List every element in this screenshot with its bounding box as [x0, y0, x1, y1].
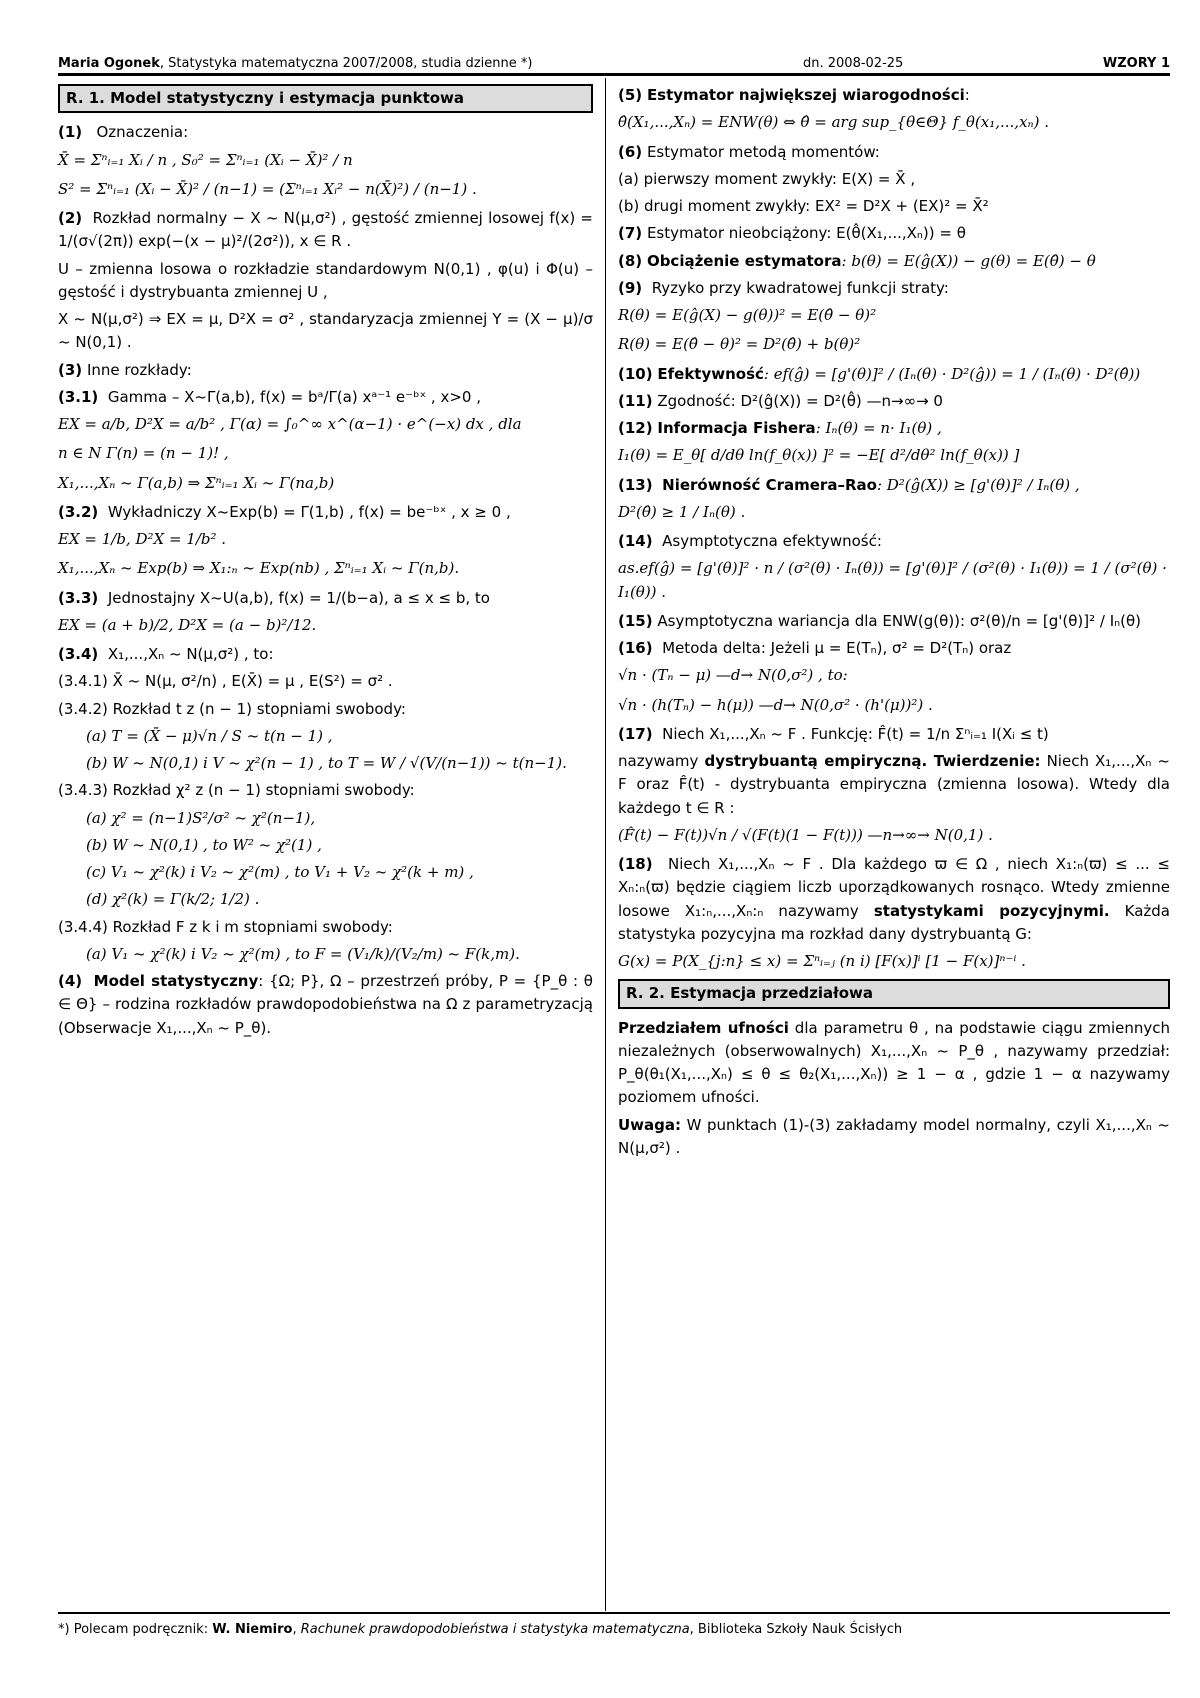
item-text: Zgodność: D²(ĝ(X)) = D²(θ̂) —n→∞→ 0 — [657, 391, 943, 410]
item-text: Estymator nieobciążony: E(θ̂(X₁,...,Xₙ)) = θ — [646, 224, 966, 243]
item-4 — [58, 970, 593, 1040]
item-number: (3.2) — [58, 502, 99, 521]
item-number: (10) — [618, 364, 653, 383]
item-13 — [618, 474, 1170, 497]
item-formula: : b(θ) = E(ĝ(X)) − g(θ) = E(θ̂) − θ — [841, 251, 1096, 270]
item-5: (5) Estymator największej wiarogodności: — [618, 86, 970, 104]
formula-delta-1: √n · (Tₙ − μ) —d→ N(0,σ²) , to: — [618, 666, 848, 685]
item-text: Niech X₁,...,Xₙ ~ F . Dla każdego ϖ ∈ Ω , niech X₁:ₙ(ϖ) ≤ ... ≤ Xₙ:ₙ(ϖ) będzie ciągiem liczb uporządkowanych rosnąco. Wtedy zmienne losowe X₁:ₙ,...,Xₙ:ₙ nazywamy — [618, 855, 1170, 920]
footer-rule — [58, 1612, 1170, 1614]
item-number: (4) — [58, 972, 83, 990]
item-bold: Model statystyczny — [93, 972, 259, 990]
item-text: Niech X₁,...,Xₙ ~ F oraz F̂(t) - dystrybuanta empiryczna (zmienna losowa). Wtedy dla każdego t ∈ R : — [618, 752, 1170, 817]
item-number: (3) — [58, 360, 83, 379]
item-text: Asymptotyczna wariancja dla ENW(g(θ)): σ²(θ)/n = [g'(θ)]² / Iₙ(θ) — [657, 611, 1142, 630]
item-text: Oznaczenia: — [96, 123, 189, 142]
item-bold: Efektywność — [657, 364, 764, 383]
item-number: (8) — [618, 251, 643, 270]
formula-cramer-rao: D²(θ̂) ≥ 1 / Iₙ(θ) . — [618, 502, 746, 521]
item-text: Asymptotyczna efektywność: — [662, 532, 882, 550]
item-6-a: (a) pierwszy moment zwykły: E(X) = X̄ , — [618, 169, 916, 188]
item-number: (15) — [618, 611, 653, 630]
item-17 — [618, 723, 1170, 746]
formula-risk-2: R(θ) = E(θ̂ − θ)² = D²(θ̂) + b(θ)² — [618, 335, 861, 354]
formula-gamma-factorial: n ∈ N Γ(n) = (n − 1)! , — [58, 444, 229, 463]
item-18 — [618, 853, 1170, 946]
item-text: Jednostajny X~U(a,b), f(x) = 1/(b−a), a ≤ x ≤ b, to — [107, 588, 490, 607]
item-text: Niech X₁,...,Xₙ ~ F . Funkcję: F̂(t) = 1/n Σⁿᵢ₌₁ I(Xᵢ ≤ t) — [662, 724, 1049, 743]
formula-order-stat: G(x) = P(X_{j:n} ≤ x) = Σⁿᵢ₌ⱼ (n i) [F(x)]ⁱ [1 − F(x)]ⁿ⁻ⁱ . — [618, 952, 1026, 970]
header-label: WZORY 1 — [1102, 56, 1170, 71]
item-number: (14) — [618, 532, 653, 550]
column-divider — [605, 78, 606, 1611]
item-text: Metoda delta: Jeżeli μ = E(Tₙ), σ² = D²(Tₙ) oraz — [662, 639, 1012, 657]
item-text: Gamma – X~Γ(a,b), f(x) = bᵃ/Γ(a) xᵃ⁻¹ e⁻ᵇˣ , x>0 , — [107, 387, 481, 406]
footnote-publisher: , Biblioteka Szkoły Nauk Ścisłych — [689, 1622, 903, 1637]
page-header — [58, 52, 1170, 74]
footnote-title: Rachunek prawdopodobieństwa i statystyka matematyczna — [300, 1622, 690, 1637]
item-number: (7) — [618, 224, 643, 243]
formula-delta-2: √n · (h(Tₙ) − h(μ)) —d→ N(0,σ² · (h'(μ))²) . — [618, 695, 933, 714]
item-2-u: U – zmienna losowa o rozkładzie standardowym N(0,1) , φ(u) i Φ(u) – gęstość i dystrybuanta zmiennej U , — [58, 259, 593, 301]
item-10 — [618, 363, 1170, 386]
item-text: Wykładniczy X~Exp(b) = Γ(1,b) , f(x) = be⁻ᵇˣ , x ≥ 0 , — [107, 502, 511, 521]
item-number: (3.4) — [58, 645, 99, 663]
section-title-model: R. 1. Model statystyczny i estymacja punktowa — [58, 84, 593, 113]
item-3-4-3-b: (b) W ~ N(0,1) , to W² ~ χ²(1) , — [86, 835, 322, 854]
item-15 — [618, 610, 1170, 633]
item-bold: Twierdzenie: — [927, 752, 1041, 770]
item-text: Estymator metodą momentów: — [646, 142, 880, 161]
item-3-4-4: (3.4.4) Rozkład F z k i m stopniami swobody: — [58, 917, 393, 936]
item-text: Rozkład normalny − X ~ N(μ,σ²) , gęstość zmiennej losowej f(x) = 1/(σ√(2π)) exp(−(x − μ)²/(2σ²)), x ∈ R . — [58, 209, 593, 251]
item-text: nazywamy — [618, 752, 705, 770]
item-8 — [618, 250, 1170, 273]
item-number: (3.1) — [58, 387, 99, 406]
item-bold: Nierówność Cramera–Rao — [662, 475, 877, 494]
item-3-2 — [58, 501, 593, 524]
formula-glivenko: (F̂(t) − F(t))√n / √(F(t)(1 − F(t))) —n→∞→ N(0,1) . — [618, 825, 993, 844]
item-3-4-2-b: (b) W ~ N(0,1) i V ~ χ²(n − 1) , to T = W / √(V/(n−1)) ~ t(n−1). — [86, 754, 567, 772]
item-formula: : D²(ĝ(X)) ≥ [g'(θ)]² / Iₙ(θ) , — [876, 475, 1080, 494]
item-number: (9) — [618, 278, 643, 297]
item-7 — [618, 222, 1170, 245]
header-author: Maria Ogonek — [58, 56, 160, 71]
item-number: (1) — [58, 123, 83, 142]
item-3-4 — [58, 643, 593, 666]
item-3-4-2: (3.4.2) Rozkład t z (n − 1) stopniami swobody: — [58, 699, 406, 718]
item-text: Każda statystyka pozycyjna ma rozkład dany dystrybuantą G: — [618, 901, 1170, 943]
formula-sample-variance: S² = Σⁿᵢ₌₁ (Xᵢ − X̄)² / (n−1) = (Σⁿᵢ₌₁ Xᵢ² − n(X̄)²) / (n−1) . — [58, 179, 477, 198]
item-text: Ryzyko przy kwadratowej funkcji straty: — [651, 278, 949, 297]
formula-asymptotic-efficiency: as.ef(ĝ) = [g'(θ)]² · n / (σ²(θ) · Iₙ(θ)) = [g'(θ)]² / (σ²(θ) · I₁(θ)) = 1 / (σ²(θ) · I₁(θ)) . — [618, 559, 1167, 601]
formula-fisher: I₁(θ) = E_θ[ d/dθ ln(f_θ(x)) ]² = −E[ d²/dθ² ln(f_θ(x)) ] — [618, 446, 1020, 465]
item-text: W punktach (1)-(3) zakładamy model normalny, czyli X₁,...,Xₙ ~ N(μ,σ²) . — [618, 1115, 1170, 1157]
header-date: dn. 2008-02-25 — [803, 56, 904, 71]
formula-exp-min: X₁,...,Xₙ ~ Exp(b) ⇒ X₁:ₙ ~ Exp(nb) , Σⁿᵢ₌₁ Xᵢ ~ Γ(n,b). — [58, 559, 460, 578]
item-number: (11) — [618, 391, 653, 410]
section-title-interval: R. 2. Estymacja przedziałowa — [618, 979, 1170, 1008]
item-number: (18) — [618, 855, 653, 873]
item-formula: : Iₙ(θ) = n· I₁(θ) , — [815, 419, 942, 437]
footnote-prefix: *) Polecam podręcznik: — [58, 1622, 213, 1637]
item-number: (16) — [618, 639, 653, 657]
item-bold: Informacja Fishera — [657, 419, 816, 437]
right-column — [618, 84, 1170, 1164]
formula-gamma-sum: X₁,...,Xₙ ~ Γ(a,b) ⇒ Σⁿᵢ₌₁ Xᵢ ~ Γ(na,b) — [58, 473, 335, 492]
item-3-4-3-d: (d) χ²(k) = Γ(k/2; 1/2) . — [86, 890, 260, 909]
formula-exp-moments: EX = 1/b, D²X = 1/b² . — [58, 530, 227, 548]
item-11 — [618, 390, 1170, 413]
item-3-4-3-a: (a) χ² = (n−1)S²/σ² ~ χ²(n−1), — [86, 808, 316, 827]
item-bold: Obciążenie estymatora — [646, 251, 842, 270]
item-bold: dystrybuantą empiryczną. — [704, 752, 928, 770]
item-3-1 — [58, 386, 593, 409]
item-bold: statystykami pozycyjnymi. — [873, 901, 1110, 920]
item-3-4-3: (3.4.3) Rozkład χ² z (n − 1) stopniami swobody: — [58, 781, 415, 800]
item-number: (3.3) — [58, 588, 99, 607]
item-3-4-2-a: (a) T = (X̄ − μ)√n / S ~ t(n − 1) , — [86, 726, 333, 745]
item-text: Inne rozkłady: — [86, 360, 192, 379]
item-text: dla parametru θ , na podstawie ciągu zmiennych niezależnych (obserwowalnych) X₁,...,Xₙ ~ P_θ , nazywamy przedział: P_θ(θ₁(X₁,...,Xₙ) ≤ θ ≤ θ₂(X₁,...,Xₙ)) ≥ 1 − α , gdzie 1 − α nazywamy poziomem ufności. — [618, 1018, 1170, 1107]
header-rule — [58, 73, 1170, 76]
normal-model-note — [618, 1114, 1170, 1161]
item-6-b: (b) drugi moment zwykły: EX² = D²X + (EX)² = X̄² — [618, 197, 989, 215]
item-number: (17) — [618, 724, 653, 743]
item-text: X₁,...,Xₙ ~ N(μ,σ²) , to: — [107, 645, 274, 663]
formula-uniform-moments: EX = (a + b)/2, D²X = (a − b)²/12. — [58, 615, 317, 634]
item-number: (12) — [618, 419, 653, 437]
left-column — [58, 84, 593, 1044]
item-2-standardization: X ~ N(μ,σ²) ⇒ EX = μ, D²X = σ² , standaryzacja zmiennej Y = (X − μ)/σ ~ N(0,1) . — [58, 310, 593, 352]
header-left — [58, 56, 532, 71]
formula-mle: θ̂(X₁,...,Xₙ) = ENW(θ) ⇔ θ̂ = arg sup_{θ∈Θ} f_θ(x₁,...,xₙ) . — [618, 113, 1050, 132]
item-14 — [618, 530, 1170, 553]
item-number: (6) — [618, 142, 643, 161]
confidence-interval-definition — [618, 1017, 1170, 1110]
header-course: , Statystyka matematyczna 2007/2008, studia dzienne *) — [159, 56, 533, 71]
footnote: *) Polecam podręcznik: W. Niemiro, Rachunek prawdopodobieństwa i statystyka matematyczna, Biblioteka Szkoły Nauk Ścisłych — [58, 1622, 903, 1637]
item-16 — [618, 637, 1170, 660]
item-9 — [618, 277, 1170, 300]
item-2 — [58, 207, 593, 254]
formula-gamma-moments: EX = a/b, D²X = a/b² , Γ(α) = ∫₀^∞ x^(α−1) · e^(−x) dx , dla — [58, 415, 522, 433]
item-number: (13) — [618, 475, 653, 494]
item-1 — [58, 121, 593, 144]
item-3-4-4-a: (a) V₁ ~ χ²(k) i V₂ ~ χ²(m) , to F = (V₁/k)/(V₂/m) ~ F(k,m). — [86, 944, 520, 963]
item-bold: Przedziałem ufności — [618, 1018, 789, 1037]
formula-risk-1: R(θ) = E(ĝ(X) − g(θ))² = E(θ̂ − θ)² — [618, 306, 877, 324]
item-6 — [618, 141, 1170, 164]
item-formula: : ef(ĝ) = [g'(θ)]² / (Iₙ(θ) · D²(ĝ)) = 1 / (Iₙ(θ) · D²(θ̂)) — [763, 364, 1141, 383]
formula-mean-variance: X̄ = Σⁿᵢ₌₁ Xᵢ / n , S₀² = Σⁿᵢ₌₁ (Xᵢ − X̄)² / n — [58, 150, 353, 169]
item-bold: Estymator największej wiarogodności — [646, 86, 965, 104]
item-number: (5) — [618, 86, 643, 104]
item-12 — [618, 417, 1170, 440]
item-3 — [58, 359, 593, 382]
item-3-3 — [58, 587, 593, 610]
item-number: (2) — [58, 209, 83, 227]
item-3-4-3-c: (c) V₁ ~ χ²(k) i V₂ ~ χ²(m) , to V₁ + V₂ ~ χ²(k + m) , — [86, 863, 474, 881]
item-17-definition — [618, 750, 1170, 820]
footnote-author: W. Niemiro — [212, 1622, 293, 1637]
item-text: : {Ω; P}, Ω – przestrzeń próby, P = {P_θ : θ ∈ Θ} – rodzina rozkładów prawdopodobieństwa na Ω z parametryzacją (Obserwacje X₁,...,Xₙ ~ P_θ). — [58, 972, 593, 1037]
item-3-4-1: (3.4.1) X̄ ~ N(μ, σ²/n) , E(X̄) = μ , E(S²) = σ² . — [58, 672, 393, 691]
item-bold: Uwaga: — [618, 1115, 682, 1134]
